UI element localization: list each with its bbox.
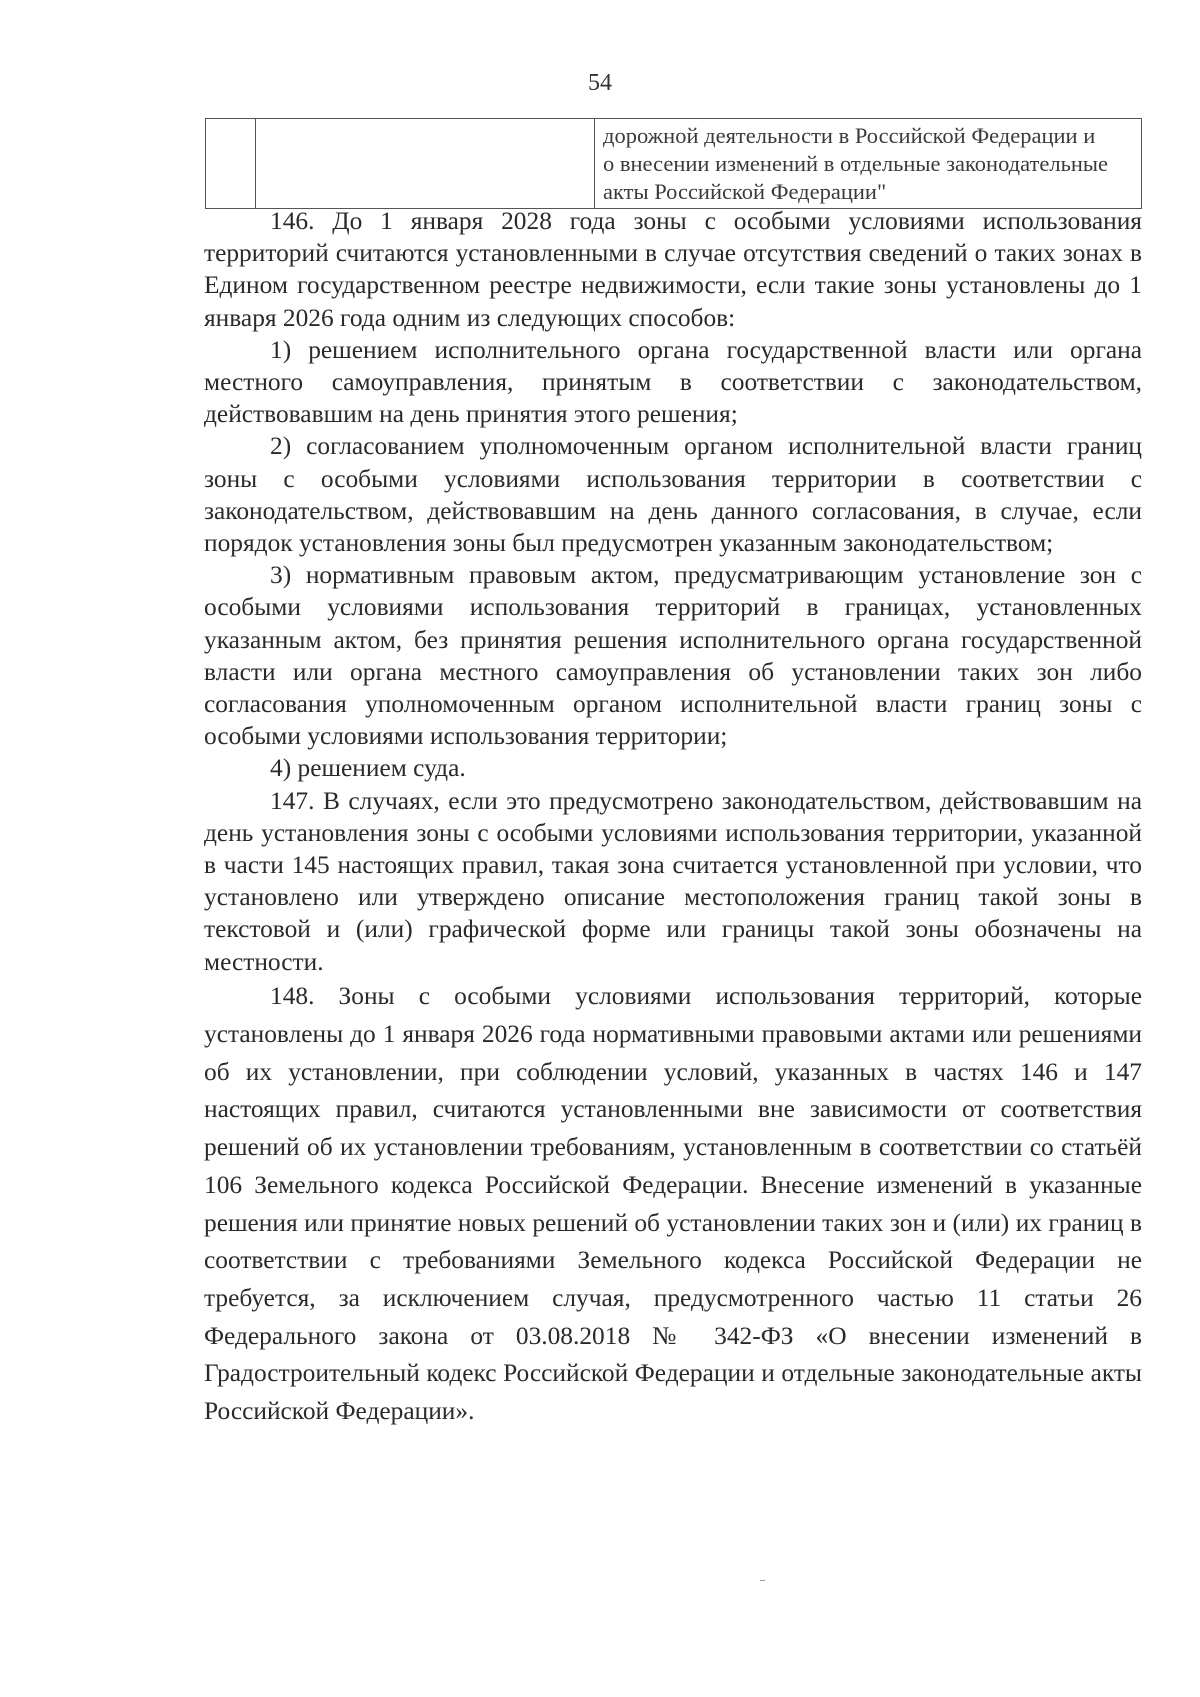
list-item-146-1: 1) решением исполнительного органа государственной власти или органа местного самоуправления, принятым в соответствии с законодательством, действовавшим на день принятия этого решения; xyxy=(204,335,1142,429)
document-body xyxy=(204,205,1142,1431)
paragraph-148: 148. Зоны с особыми условиями использования территорий, которые установлены до 1 января 2026 года нормативными правовыми актами или решениями об их установлении, при соблюдении условий, указанных в частях 146 и 147 настоящих правил, считаются установленными вне зависимости от соответствия решений об их установлении требованиям, установленным в соответствии со статьёй 106 Земельного кодекса Российской Федерации. Внесение изменений в указанные решения или принятие новых решений об установлении таких зон и (или) их границ в соответствии с требованиями Земельного кодекса Российской Федерации не требуется, за исключением случая, предусмотренного частью 11 статьи 26 Федерального закона от 03.08.2018 № 342-ФЗ «О внесении изменений в Градостроительный кодекс Российской Федерации и отдельные законодательные акты Российской Федерации». xyxy=(204,982,1142,1426)
table-row xyxy=(206,119,1142,209)
list-item-146-2: 2) согласованием уполномоченным органом исполнительной власти границ зоны с особыми условиями использования территории в соответствии с законодательством, действовавшим на день данного согласования, в случае, если порядок установления зоны был предусмотрен указанным законодательством; xyxy=(204,432,1142,558)
continued-table xyxy=(205,118,1142,209)
table-cell-number xyxy=(206,119,256,209)
table-cell-description xyxy=(595,119,1142,209)
list-item-146-4: 4) решением суда. xyxy=(270,754,466,783)
table-cell-name xyxy=(256,119,595,209)
page-number: 54 xyxy=(588,70,612,96)
table-cell-line: акты Российской Федерации" xyxy=(603,179,887,204)
paragraph-147: 147. В случаях, если это предусмотрено законодательством, действовавшим на день установления зоны с особыми условиями использования территории, указанной в части 145 настоящих правил, такая зона считается установленной при условии, что установлено или утверждено описание местоположения границ такой зоны в текстовой и (или) графической форме или границы такой зоны обозначены на местности. xyxy=(204,786,1142,976)
list-item-146-3: 3) нормативным правовым актом, предусматривающим установление зон с особыми условиями использования территорий в границах, установленных указанным актом, без принятия решения исполнительного органа государственной власти или органа местного самоуправления об установлении таких зон либо согласования уполномоченным органом исполнительной власти границ зоны с особыми условиями использования территории; xyxy=(204,561,1142,751)
paragraph-146: 146. До 1 января 2028 года зоны с особыми условиями использования территорий считаются установленными в случае отсутствия сведений о таких зонах в Едином государственном реестре недвижимости, если такие зоны установлены до 1 января 2026 года одним из следующих способов: xyxy=(204,207,1142,332)
scan-speck xyxy=(760,1580,765,1581)
table-cell-line: о внесении изменений в отдельные законодательные xyxy=(603,151,1108,176)
table-cell-line: дорожной деятельности в Российской Федерации и xyxy=(603,123,1096,148)
